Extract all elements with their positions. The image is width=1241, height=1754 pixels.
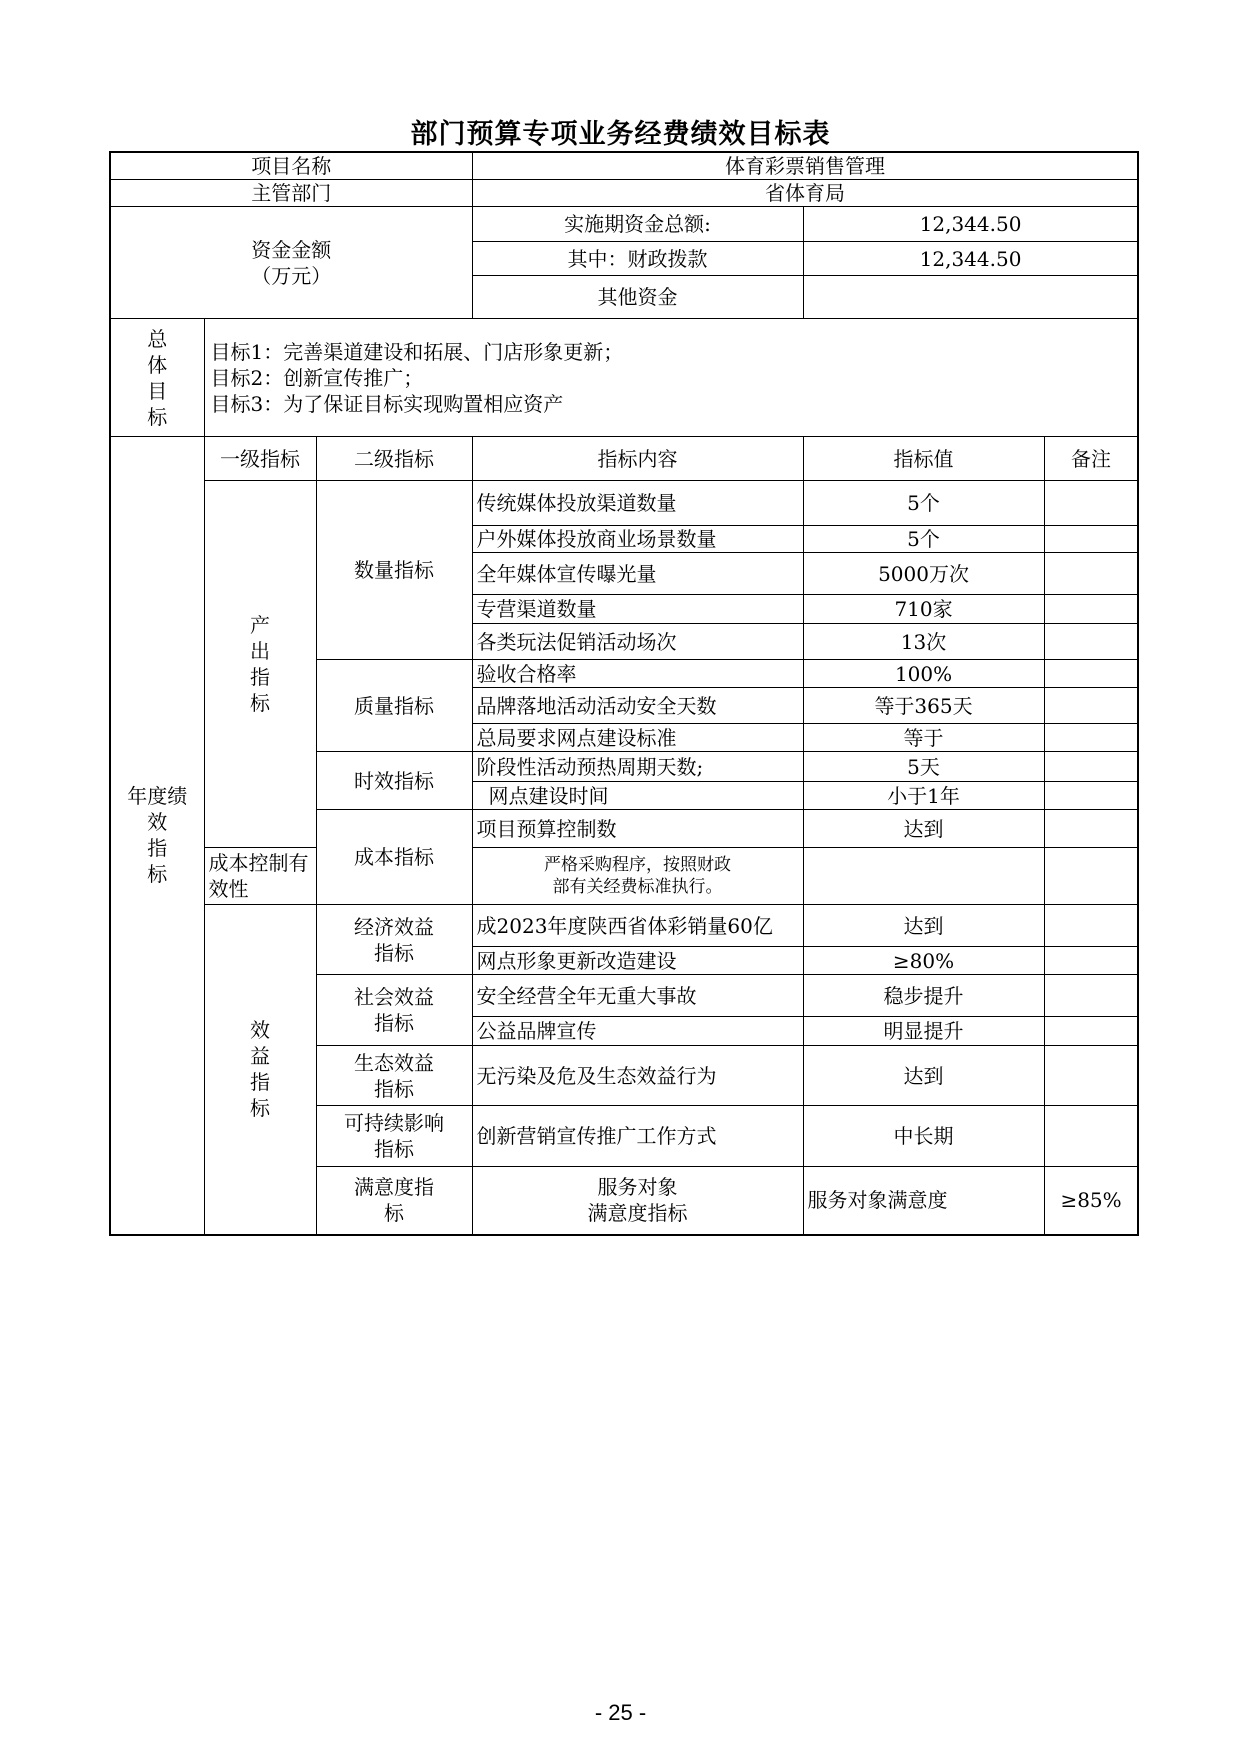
sustainable-indicator-line: 可持续影响 <box>344 1111 445 1135</box>
overall-goal-label <box>110 319 204 437</box>
indicator-note <box>1044 1017 1138 1046</box>
overall-goal-row <box>110 319 1138 437</box>
indicator-content: 无污染及危及生态效益行为 <box>472 1046 803 1106</box>
project-name-label: 项目名称 <box>110 152 472 180</box>
indicator-content: 安全经营全年无重大事故 <box>472 975 803 1017</box>
indicator-header-row <box>110 437 1138 481</box>
indicator-note <box>1044 1106 1138 1167</box>
indicator-note <box>1044 526 1138 553</box>
goal-line: 目标3：为了保证目标实现购置相应资产 <box>210 391 564 416</box>
table-row <box>110 481 1138 526</box>
overall-goal-label-char: 标 <box>147 404 168 429</box>
table-row <box>110 905 1138 947</box>
ecological-indicator <box>316 1046 472 1106</box>
overall-goal-label-char: 体 <box>147 352 168 377</box>
performance-goal-table <box>109 151 1139 1236</box>
indicator-value: ≥85% <box>1044 1167 1138 1235</box>
ecological-indicator-line: 生态效益 <box>354 1050 435 1075</box>
quantity-indicator: 数量指标 <box>316 481 472 660</box>
indicator-note <box>1044 752 1138 782</box>
indicator-content: 公益品牌宣传 <box>472 1017 803 1046</box>
satisfaction-indicator-label <box>316 1167 472 1235</box>
indicator-value: 5个 <box>803 481 1044 526</box>
indicator-content: 创新营销宣传推广工作方式 <box>472 1106 803 1167</box>
funds-label-line2: （万元） <box>251 263 332 288</box>
indicator-content: 阶段性活动预热周期天数; <box>472 752 803 782</box>
indicator-value: 中长期 <box>803 1106 1044 1167</box>
indicator-note <box>1044 782 1138 810</box>
other-funds-label: 其他资金 <box>472 276 803 319</box>
indicator-value: ≥80% <box>803 947 1044 975</box>
indicator-value: 达到 <box>803 1046 1044 1106</box>
page-title: 部门预算专项业务经费绩效目标表 <box>410 119 831 150</box>
department-label: 主管部门 <box>110 180 472 207</box>
indicator-content: 专营渠道数量 <box>472 595 803 624</box>
social-indicator-line: 指标 <box>374 1011 415 1035</box>
fiscal-funds-label: 其中：财政拨款 <box>472 242 803 276</box>
total-funds-row <box>110 207 1138 242</box>
overall-goal-label-char: 总 <box>147 326 168 351</box>
indicator-value <box>472 848 803 905</box>
indicator-content: 网点建设时间 <box>472 782 803 810</box>
annual-label-char: 年度绩 <box>127 784 188 809</box>
indicator-note <box>1044 905 1138 947</box>
economic-indicator-line: 指标 <box>374 940 415 965</box>
output-label-char: 出 <box>250 639 270 663</box>
indicator-note <box>1044 724 1138 752</box>
service-indicator-line: 服务对象 <box>597 1175 678 1200</box>
project-name-row <box>110 152 1138 180</box>
indicator-note <box>1044 481 1138 526</box>
indicator-value-line: 严格采购程序，按照财政 <box>544 855 732 875</box>
header-value: 指标值 <box>803 437 1044 481</box>
goal-line: 目标1：完善渠道建设和拓展、门店形象更新； <box>210 339 624 364</box>
benefit-label-char: 标 <box>250 1096 270 1121</box>
indicator-note <box>1044 660 1138 688</box>
output-label-char: 产 <box>250 613 270 637</box>
benefit-label-char: 效 <box>250 1018 270 1043</box>
indicator-note <box>1044 947 1138 975</box>
overall-goal-text <box>204 319 1138 437</box>
header-level2: 二级指标 <box>316 437 472 481</box>
service-indicator-line: 满意度指标 <box>587 1201 688 1226</box>
funds-label <box>110 207 472 319</box>
project-name-value: 体育彩票销售管理 <box>472 152 1138 180</box>
benefit-indicator-label <box>204 905 316 1235</box>
indicator-note <box>1044 595 1138 624</box>
header-note: 备注 <box>1044 437 1138 481</box>
funds-label-line1: 资金金额 <box>251 237 332 262</box>
timeliness-indicator: 时效指标 <box>316 752 472 810</box>
total-funds-value: 12,344.50 <box>803 207 1138 242</box>
indicator-content: 服务对象满意度 <box>803 1167 1044 1235</box>
sustainable-indicator-line: 指标 <box>374 1137 415 1161</box>
satisfaction-label-line: 满意度指 <box>354 1175 435 1200</box>
social-indicator-line: 社会效益 <box>354 985 435 1009</box>
department-row <box>110 180 1138 207</box>
indicator-content: 网点形象更新改造建设 <box>472 947 803 975</box>
indicator-content: 成2023年度陕西省体彩销量60亿 <box>472 905 803 947</box>
economic-indicator <box>316 905 472 975</box>
output-indicator-label <box>204 481 316 848</box>
overall-goal-label-char: 目 <box>147 378 168 403</box>
annual-label-char: 指 <box>147 836 168 861</box>
output-label-char: 标 <box>250 691 270 715</box>
page-number: - 25 - <box>594 1700 647 1725</box>
indicator-value: 100% <box>803 660 1044 688</box>
indicator-value: 等于 <box>803 724 1044 752</box>
indicator-value-line: 部有关经费标准执行。 <box>552 877 723 897</box>
header-content: 指标内容 <box>472 437 803 481</box>
indicator-note <box>803 848 1044 905</box>
goal-line: 目标2：创新宣传推广； <box>210 365 424 390</box>
indicator-value: 5天 <box>803 752 1044 782</box>
fiscal-funds-value: 12,344.50 <box>803 242 1138 276</box>
department-value: 省体育局 <box>472 180 1138 207</box>
economic-indicator-line: 经济效益 <box>354 914 435 939</box>
table-row <box>110 848 1138 905</box>
indicator-value: 稳步提升 <box>803 975 1044 1017</box>
indicator-content: 各类玩法促销活动场次 <box>472 624 803 660</box>
other-funds-value <box>803 276 1138 319</box>
indicator-content: 验收合格率 <box>472 660 803 688</box>
benefit-label-char: 益 <box>250 1044 270 1069</box>
indicator-content: 传统媒体投放渠道数量 <box>472 481 803 526</box>
annual-label-char: 效 <box>147 810 168 835</box>
indicator-content: 户外媒体投放商业场景数量 <box>472 526 803 553</box>
indicator-value: 710家 <box>803 595 1044 624</box>
indicator-value: 13次 <box>803 624 1044 660</box>
indicator-content: 项目预算控制数 <box>472 810 803 848</box>
annual-indicator-label <box>110 437 204 1235</box>
sustainable-indicator <box>316 1106 472 1167</box>
service-indicator <box>472 1167 803 1235</box>
social-indicator <box>316 975 472 1046</box>
indicator-value: 明显提升 <box>803 1017 1044 1046</box>
indicator-content: 品牌落地活动活动安全天数 <box>472 688 803 724</box>
indicator-note <box>1044 975 1138 1017</box>
indicator-value: 等于365天 <box>803 688 1044 724</box>
indicator-note <box>1044 810 1138 848</box>
indicator-value: 达到 <box>803 810 1044 848</box>
quality-indicator: 质量指标 <box>316 660 472 752</box>
indicator-content: 全年媒体宣传曝光量 <box>472 553 803 595</box>
indicator-content: 成本控制有效性 <box>204 848 316 905</box>
ecological-indicator-line: 指标 <box>374 1076 415 1101</box>
benefit-label-char: 指 <box>250 1070 270 1095</box>
header-level1: 一级指标 <box>204 437 316 481</box>
total-funds-label: 实施期资金总额: <box>472 207 803 242</box>
indicator-value: 5个 <box>803 526 1044 553</box>
indicator-note <box>1044 1046 1138 1106</box>
cost-indicator: 成本指标 <box>316 810 472 905</box>
indicator-value: 达到 <box>803 905 1044 947</box>
satisfaction-label-line: 标 <box>384 1201 405 1226</box>
indicator-note <box>1044 688 1138 724</box>
indicator-note <box>1044 624 1138 660</box>
indicator-value: 5000万次 <box>803 553 1044 595</box>
annual-label-char: 标 <box>147 862 168 887</box>
output-label-char: 指 <box>250 665 270 689</box>
indicator-note <box>1044 553 1138 595</box>
indicator-value: 小于1年 <box>803 782 1044 810</box>
indicator-content: 总局要求网点建设标准 <box>472 724 803 752</box>
